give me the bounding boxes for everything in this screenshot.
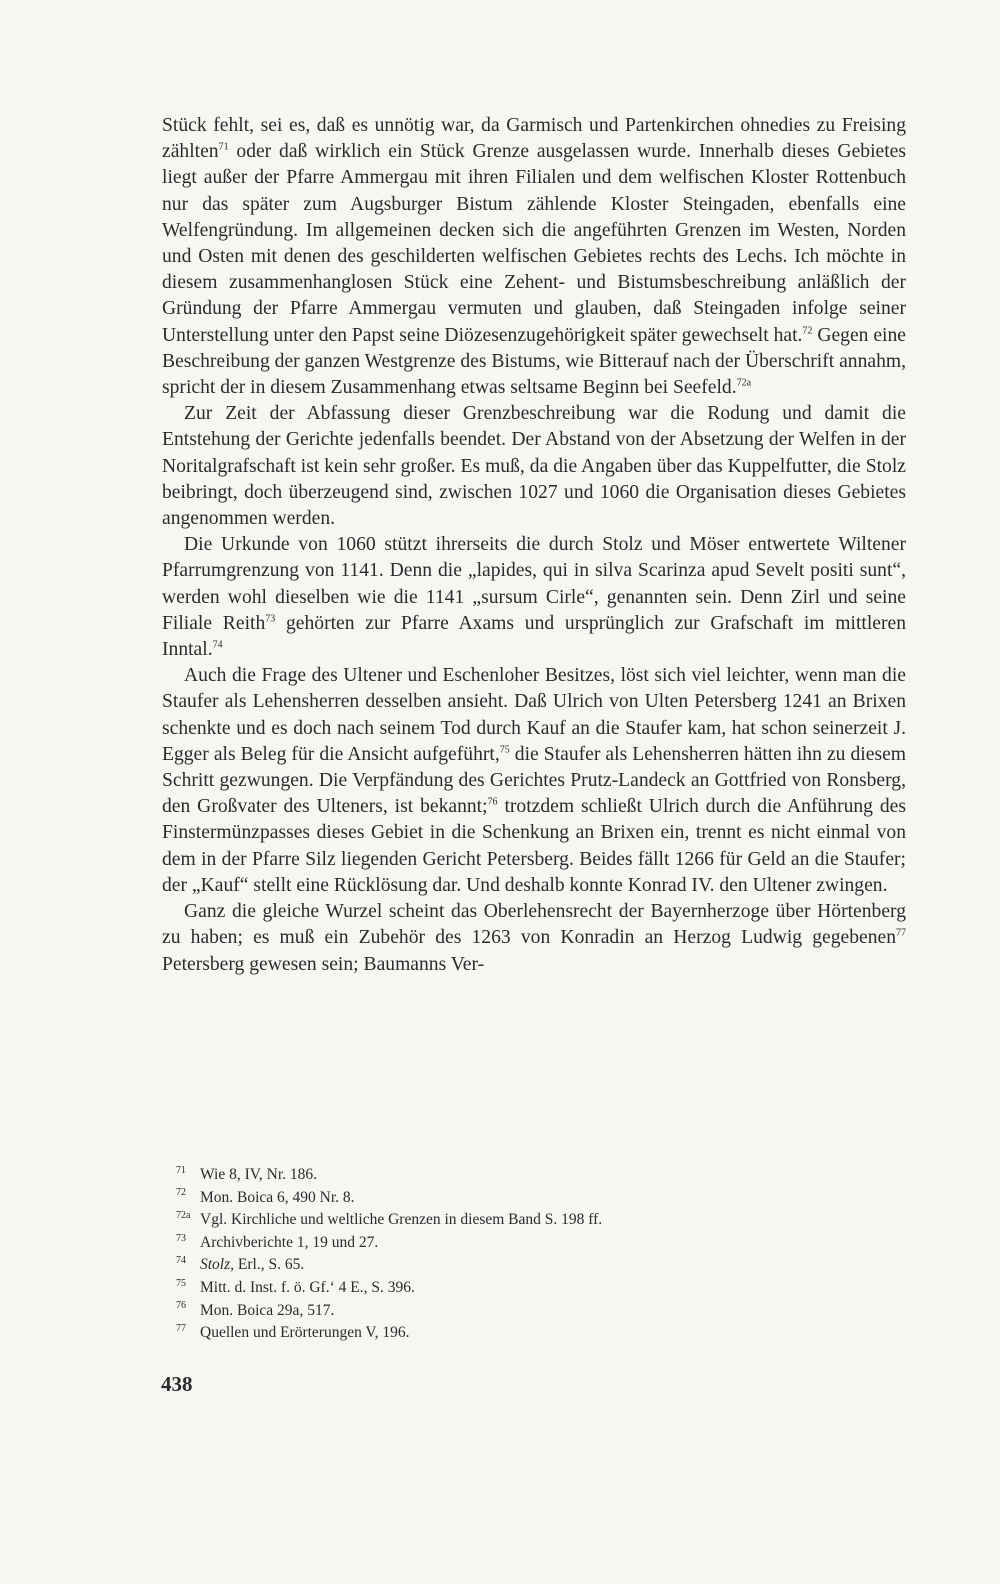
- body-text: [162, 113, 906, 978]
- footnotes: [176, 1164, 896, 1345]
- footnote-reference[interactable]: 72: [802, 325, 813, 337]
- text-segment: trotzdem schließt Ulrich durch die Anführung des Finstermünzpasses dieses Gebiet in die Schenkung an Brixen ein, trennt es nicht einmal von dem in der Pfarre Silz liegenden Gericht Petersberg. Beides fällt 1266 für Geld an die Staufer; der „Kauf“ stellt eine Rücklösung dar. Und deshalb konnte Konrad IV. den Ultener zwingen.: [162, 796, 906, 896]
- footnote-text: [200, 1166, 317, 1183]
- footnote-text: [200, 1234, 378, 1251]
- paragraph: [162, 113, 906, 401]
- footnote: 73 Archivberichte 1, 19 und 27.: [176, 1232, 379, 1251]
- footnote-reference[interactable]: 76: [487, 796, 498, 808]
- footnote-text: [200, 1211, 602, 1228]
- footnote: 75 Mitt. d. Inst. f. ö. Gf.‘ 4 E., S. 396.: [176, 1277, 415, 1296]
- text-segment: Gegen eine Beschreibung der ganzen Westgrenze des Bistums, wie Bitterauf nach der Überschrift annahm, spricht der in diesem Zusammenhang etwas seltsame Beginn bei Seefeld.: [162, 324, 907, 399]
- footnote: 76 Mon. Boica 29a, 517.: [176, 1300, 335, 1319]
- footnote-text: [200, 1279, 415, 1296]
- footnote-reference[interactable]: 77: [896, 927, 906, 939]
- footnote-citation: Mon. Boica 6, 490 Nr. 8.: [200, 1188, 355, 1206]
- text-segment: Petersberg gewesen sein; Baumanns Ver-: [162, 953, 485, 975]
- footnote: 71 Wie 8, IV, Nr. 186.: [176, 1164, 318, 1183]
- text-segment: Stück fehlt, sei es, daß es unnötig war, da Garmisch und Partenkirchen ohnedies zu Freising zählten: [162, 115, 906, 163]
- text-segment: Die Urkunde von 1060 stützt ihrerseits die durch Stolz und Möser entwertete Wiltener Pfarrumgrenzung von 1141. Denn die „lapides, qui in silva Scarinza apud Sevelt positi sunt“, werden wohl dieselben wie die 1141 „sursum Cirle“, genannten sein. Denn Zirl und seine Filiale Reith: [162, 534, 906, 634]
- footnote-text: [200, 1302, 334, 1319]
- footnote-reference[interactable]: 74: [212, 639, 223, 651]
- text-segment: Auch die Frage des Ultener und Eschenloher Besitzes, löst sich viel leichter, wenn man die Staufer als Lehensherren desselben ansieht. Daß Ulrich von Ulten Petersberg 1241 an Brixen schenkte und es doch nach seinem Tod durch Kauf an die Staufer kam, hat schon seinerzeit J. Egger als Beleg für die Ansicht aufgeführt,: [162, 665, 906, 765]
- footnote-reference[interactable]: 72a: [736, 377, 752, 389]
- footnote: 74 Stolz, Erl., S. 65.: [176, 1255, 305, 1274]
- paragraph: [162, 899, 906, 978]
- paragraph: [162, 663, 906, 899]
- footnote-citation: Quellen und Erörterungen V, 196.: [200, 1324, 410, 1342]
- footnote: 72a Vgl. Kirchliche und weltliche Grenzen in diesem Band S. 198 ff.: [176, 1210, 603, 1229]
- footnote-citation: Archivberichte 1, 19 und 27.: [200, 1233, 379, 1251]
- footnote-reference[interactable]: 71: [218, 141, 229, 153]
- footnote-reference[interactable]: 75: [499, 744, 510, 756]
- footnote-citation: Vgl. Kirchliche und weltliche Grenzen in diesem Band S. 198 ff.: [200, 1211, 603, 1229]
- footnote: 72 Mon. Boica 6, 490 Nr. 8.: [176, 1187, 355, 1206]
- text-segment: die Staufer als Lehensherren hätten ihn zu diesem Schritt gezwungen. Die Verpfändung des Gerichtes Prutz-Landeck an Gottfried von Ronsberg, den Großvater des Ulteners, ist bekannt;: [162, 743, 907, 818]
- text-segment: oder daß wirklich ein Stück Grenze ausgelassen wurde. Innerhalb dieses Gebietes liegt außer der Pfarre Ammergau mit ihren Filialen und dem welfischen Kloster Rottenbuch nur das später zum Augsburger Bistum zählende Kloster Steingaden, ebenfalls eine Welfengründung. Im allgemeinen decken sich die angeführten Grenzen im Westen, Norden und Osten mit denen des geschilderten welfischen Gebietes rechts des Lechs. Ich möchte in diesem zusammenhanglosen Stück eine Zehent- und Bistumsbeschreibung anläßlich der Gründung der Pfarre Ammergau vermuten und glauben, daß Steingaden infolge seiner Unterstellung unter den Papst seine Diözesenzugehörigkeit später gewechselt hat.: [162, 141, 906, 346]
- paragraph: [162, 532, 906, 663]
- footnote-author: Stolz,: [200, 1256, 235, 1274]
- footnote-text: [200, 1256, 304, 1273]
- text-segment: gehörten zur Pfarre Axams und ursprünglich zur Grafschaft im mittleren Inntal.: [162, 612, 906, 661]
- text-segment: Ganz die gleiche Wurzel scheint das Oberlehensrecht der Bayernherzoge über Hörtenberg zu haben; es muß ein Zubehör des 1263 von Konradin an Herzog Ludwig gegebenen: [162, 901, 906, 949]
- footnote: 77 Quellen und Erörterungen V, 196.: [176, 1323, 410, 1342]
- footnote-citation: Wie 8, IV, Nr. 186.: [200, 1166, 318, 1183]
- footnote-text: [200, 1324, 410, 1341]
- footnote-citation: Erl., S. 65.: [234, 1256, 305, 1274]
- text-segment: Zur Zeit der Abfassung dieser Grenzbeschreibung war die Rodung und damit die Entstehung der Gerichte jedenfalls beendet. Der Abstand von der Absetzung der Welfen in der Noritalgrafschaft ist kein sehr großer. Es muß, da die Angaben über das Kuppelfutter, die Stolz beibringt, doch überzeugend sind, zwischen 1027 und 1060 die Organisation dieses Gebietes angenommen werden.: [162, 403, 906, 530]
- paragraph: [162, 401, 906, 532]
- footnote-reference[interactable]: 73: [265, 613, 276, 625]
- page-number: 438: [161, 1372, 193, 1396]
- footnote-citation: Mitt. d. Inst. f. ö. Gf.‘ 4 E., S. 396.: [200, 1278, 415, 1296]
- footnote-citation: Mon. Boica 29a, 517.: [200, 1301, 335, 1319]
- footnote-text: [200, 1189, 355, 1206]
